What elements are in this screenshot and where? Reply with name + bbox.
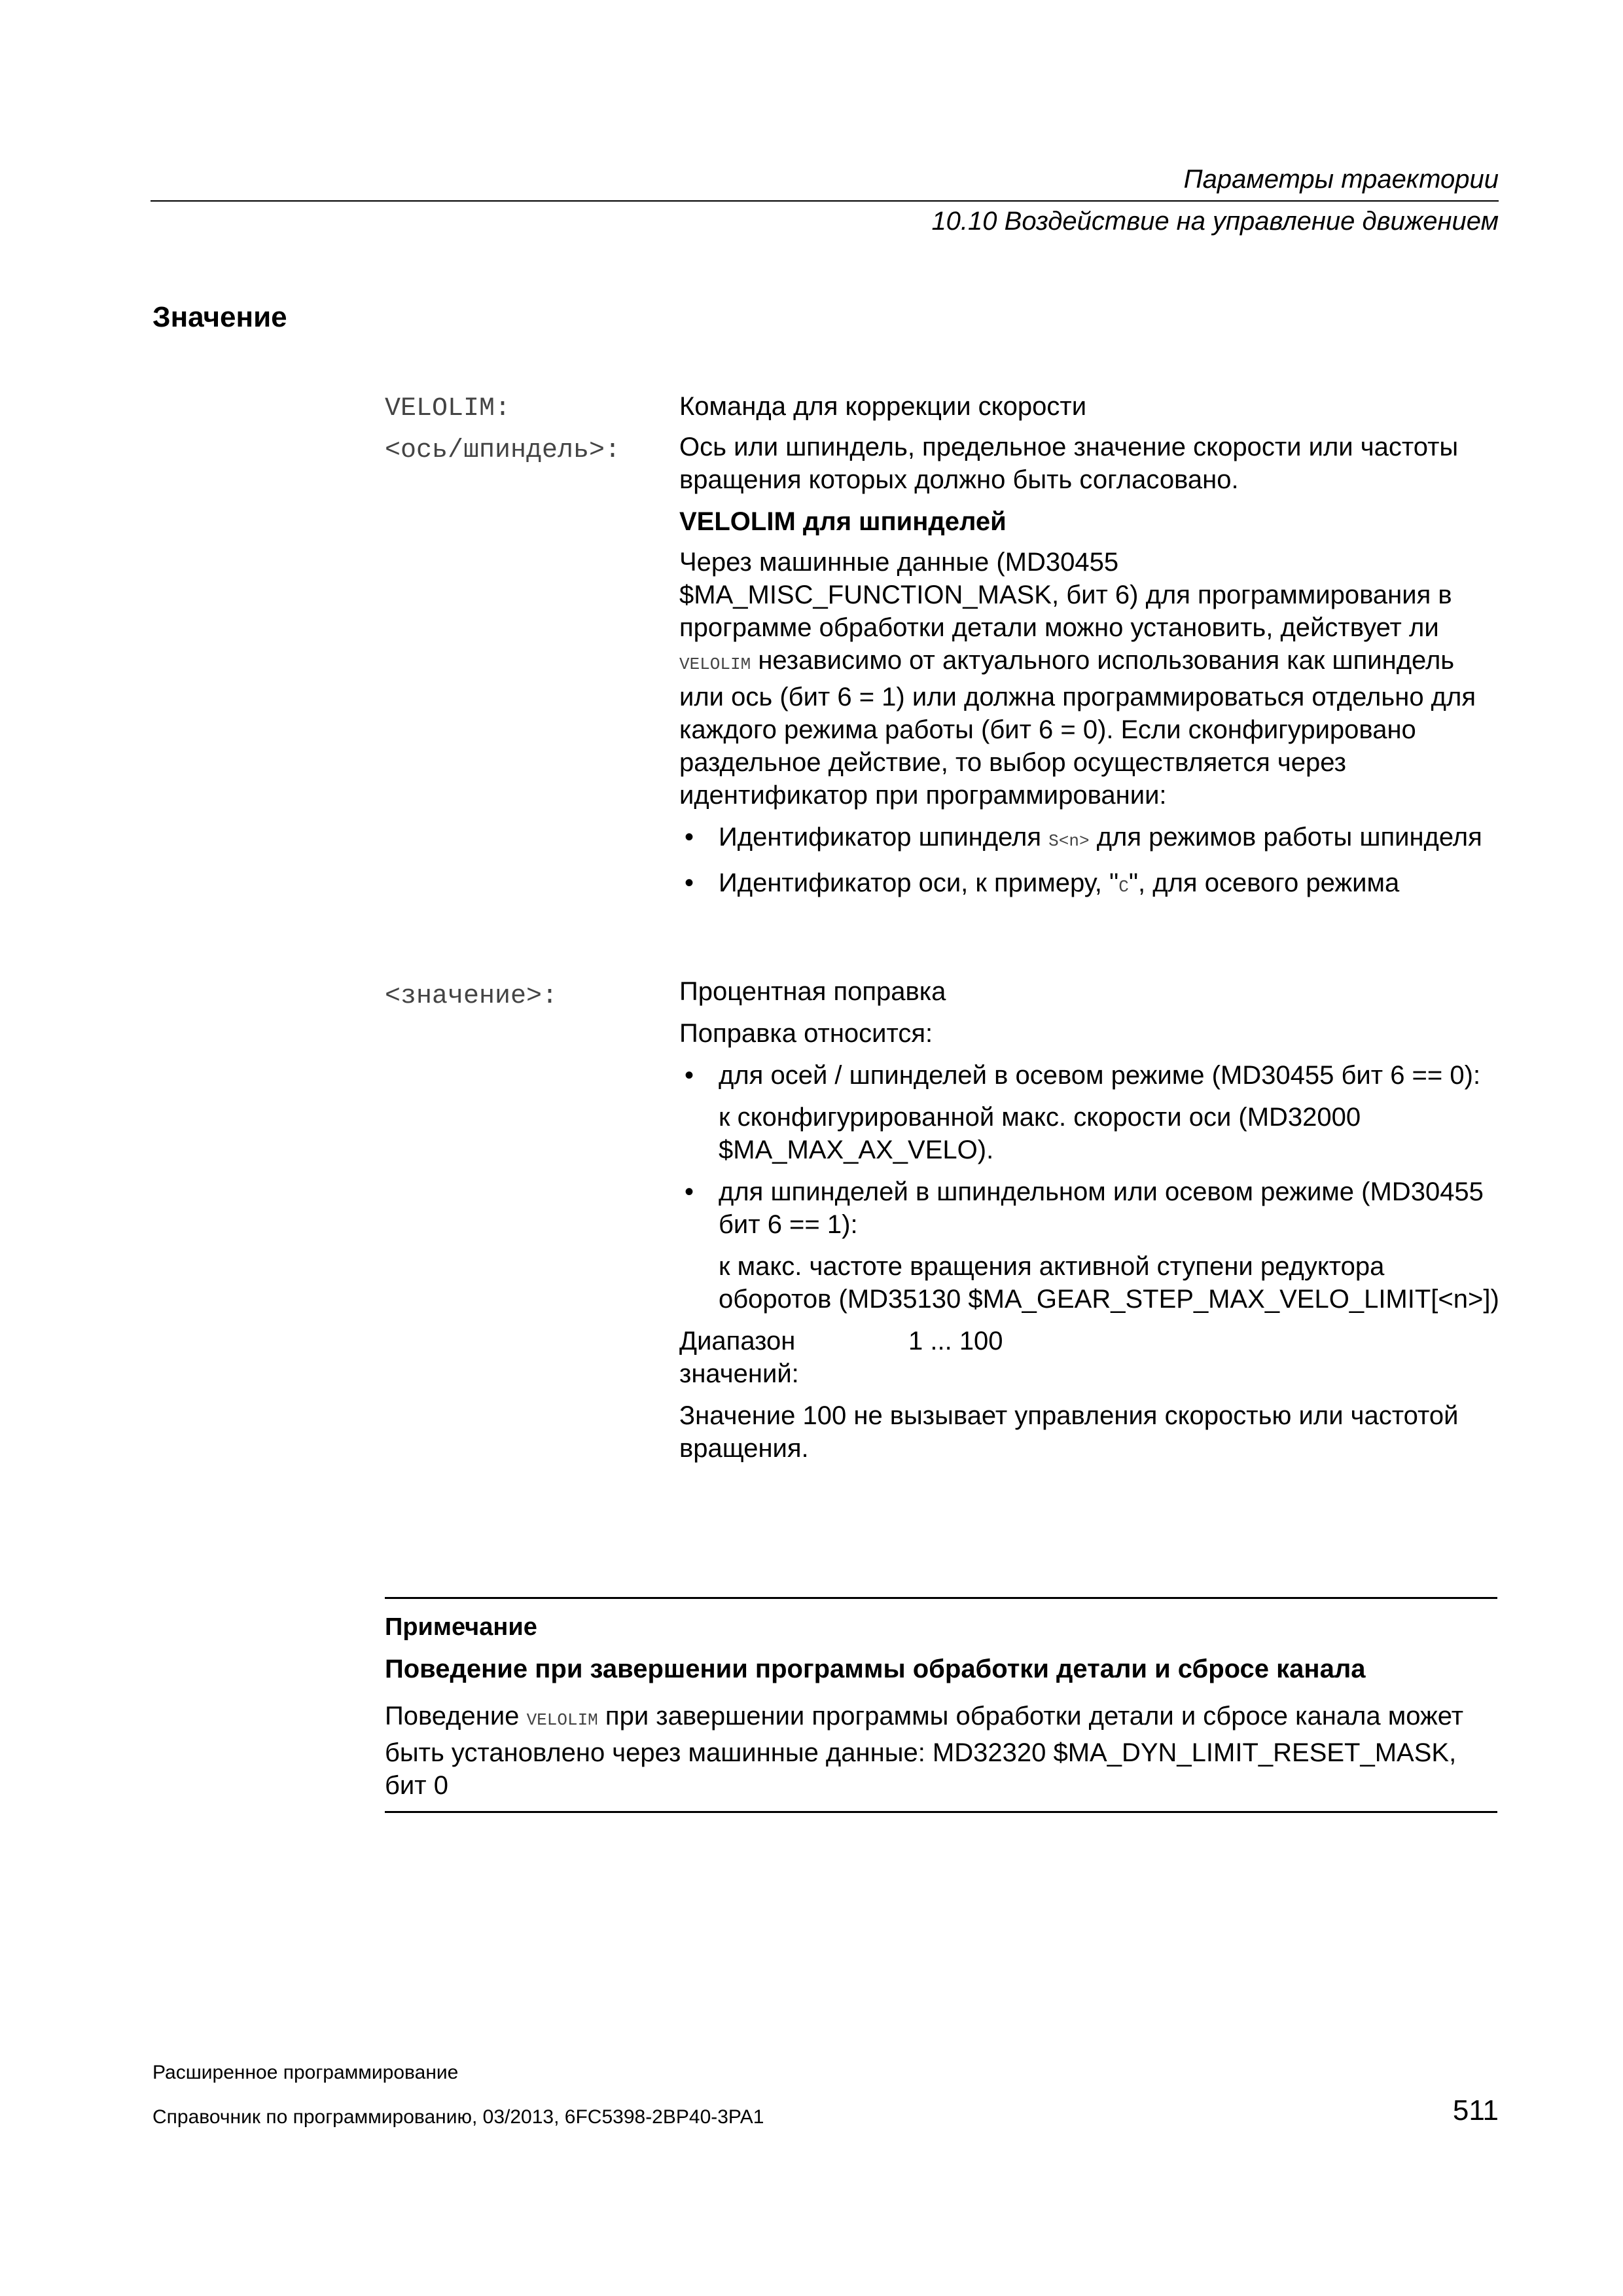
note-title: Примечание <box>385 1613 537 1641</box>
code-axis-id: C <box>1118 877 1129 897</box>
note-body <box>385 1700 1497 1802</box>
param-desc-axis-spindle <box>679 431 1504 903</box>
spindle-subheading: VELOLIM для шпинделей <box>679 507 1007 536</box>
item-subtext: к макс. частоте вращения активной ступени редуктора оборотов (MD35130 $MA_GEAR_STEP_MAX_VELO_LIMIT[<n>]) <box>719 1252 1499 1314</box>
spindle-paragraph <box>679 546 1504 812</box>
item-text: Идентификатор оси, к примеру, " <box>719 869 1119 897</box>
item-text: для осей / шпинделей в осевом режиме (MD30455 бит 6 == 0): <box>719 1061 1481 1090</box>
item-text: для режимов работы шпинделя <box>1096 823 1482 852</box>
reference-list <box>679 1059 1504 1316</box>
range-label: Диапазон значений: <box>679 1327 799 1388</box>
bullet-icon: • <box>685 869 694 897</box>
code-velolim: VELOLIM <box>679 655 751 674</box>
running-header-chapter: Параметры траектории <box>1183 165 1499 194</box>
footer-title: Расширенное программирование <box>152 2062 459 2083</box>
value-final-note: Значение 100 не вызывает управления скоростью или частотой вращения. <box>679 1401 1459 1463</box>
list-item <box>679 1175 1504 1316</box>
note-heading: Поведение при завершении программы обработки детали и сбросе канала <box>385 1655 1366 1683</box>
param-desc-value <box>679 975 1504 1465</box>
bullet-icon: • <box>685 823 694 852</box>
param-desc-velolim <box>679 390 1504 423</box>
code-velolim: VELOLIM <box>526 1710 598 1730</box>
page-number: 511 <box>1452 2094 1499 2126</box>
item-text: ", для осевого режима <box>1128 869 1400 897</box>
note-text-rest: при завершении программы обработки детали и сбросе канала может быть установлено через машинные данные: MD32320 $MA_DYN_LIMIT_RESET_MASK, бит 0 <box>385 1702 1464 1800</box>
param-term-velolim: VELOLIM: <box>385 394 511 423</box>
note-box <box>385 1597 1497 1813</box>
item-text: для шпинделей в шпиндельном или осевом режиме (MD30455 бит 6 == 1): <box>719 1177 1484 1239</box>
note-text: Поведение <box>385 1702 520 1731</box>
bullet-icon: • <box>685 1177 694 1206</box>
spindle-text: Через машинные данные (MD30455 $MA_MISC_FUNCTION_MASK, бит 6) для программирования в программе обработки детали можно установить, действует ли <box>679 548 1452 642</box>
param-desc-text: Процентная поправка <box>679 977 946 1006</box>
item-subtext: к сконфигурированной макс. скорости оси (MD32000 $MA_MAX_AX_VELO). <box>719 1103 1361 1164</box>
running-header-section: 10.10 Воздействие на управление движением <box>931 207 1499 236</box>
spindle-text-rest: независимо от актуального использования как шпиндель или ось (бит 6 = 1) или должна программироваться отдельно для каждого режима работы (бит 6 = 0). Если сконфигурировано раздельное действие, то выбор осуществляется через идентификатор при программировании: <box>679 646 1476 810</box>
list-item <box>679 821 1504 857</box>
item-text: Идентификатор шпинделя <box>719 823 1042 852</box>
footer-reference: Справочник по программированию, 03/2013, 6FC5398-2BP40-3PA1 <box>152 2106 764 2128</box>
range-value: 1 ... 100 <box>908 1327 1003 1355</box>
value-intro: Поправка относится: <box>679 1019 933 1048</box>
param-desc-text: Ось или шпиндель, предельное значение скорости или частоты вращения которых должно быть согласовано. <box>679 433 1459 494</box>
list-item <box>679 867 1504 903</box>
param-term-axis-spindle: <ось/шпиндель>: <box>385 436 621 465</box>
header-rule <box>151 200 1499 202</box>
identifier-list <box>679 821 1504 903</box>
code-spindle-id: S<n> <box>1048 831 1090 851</box>
list-item <box>679 1059 1504 1166</box>
param-term-value: <значение>: <box>385 982 558 1011</box>
param-desc-text: Команда для коррекции скорости <box>679 392 1087 421</box>
value-range <box>679 1325 1504 1390</box>
section-title: Значение <box>152 301 287 333</box>
bullet-icon: • <box>685 1061 694 1090</box>
